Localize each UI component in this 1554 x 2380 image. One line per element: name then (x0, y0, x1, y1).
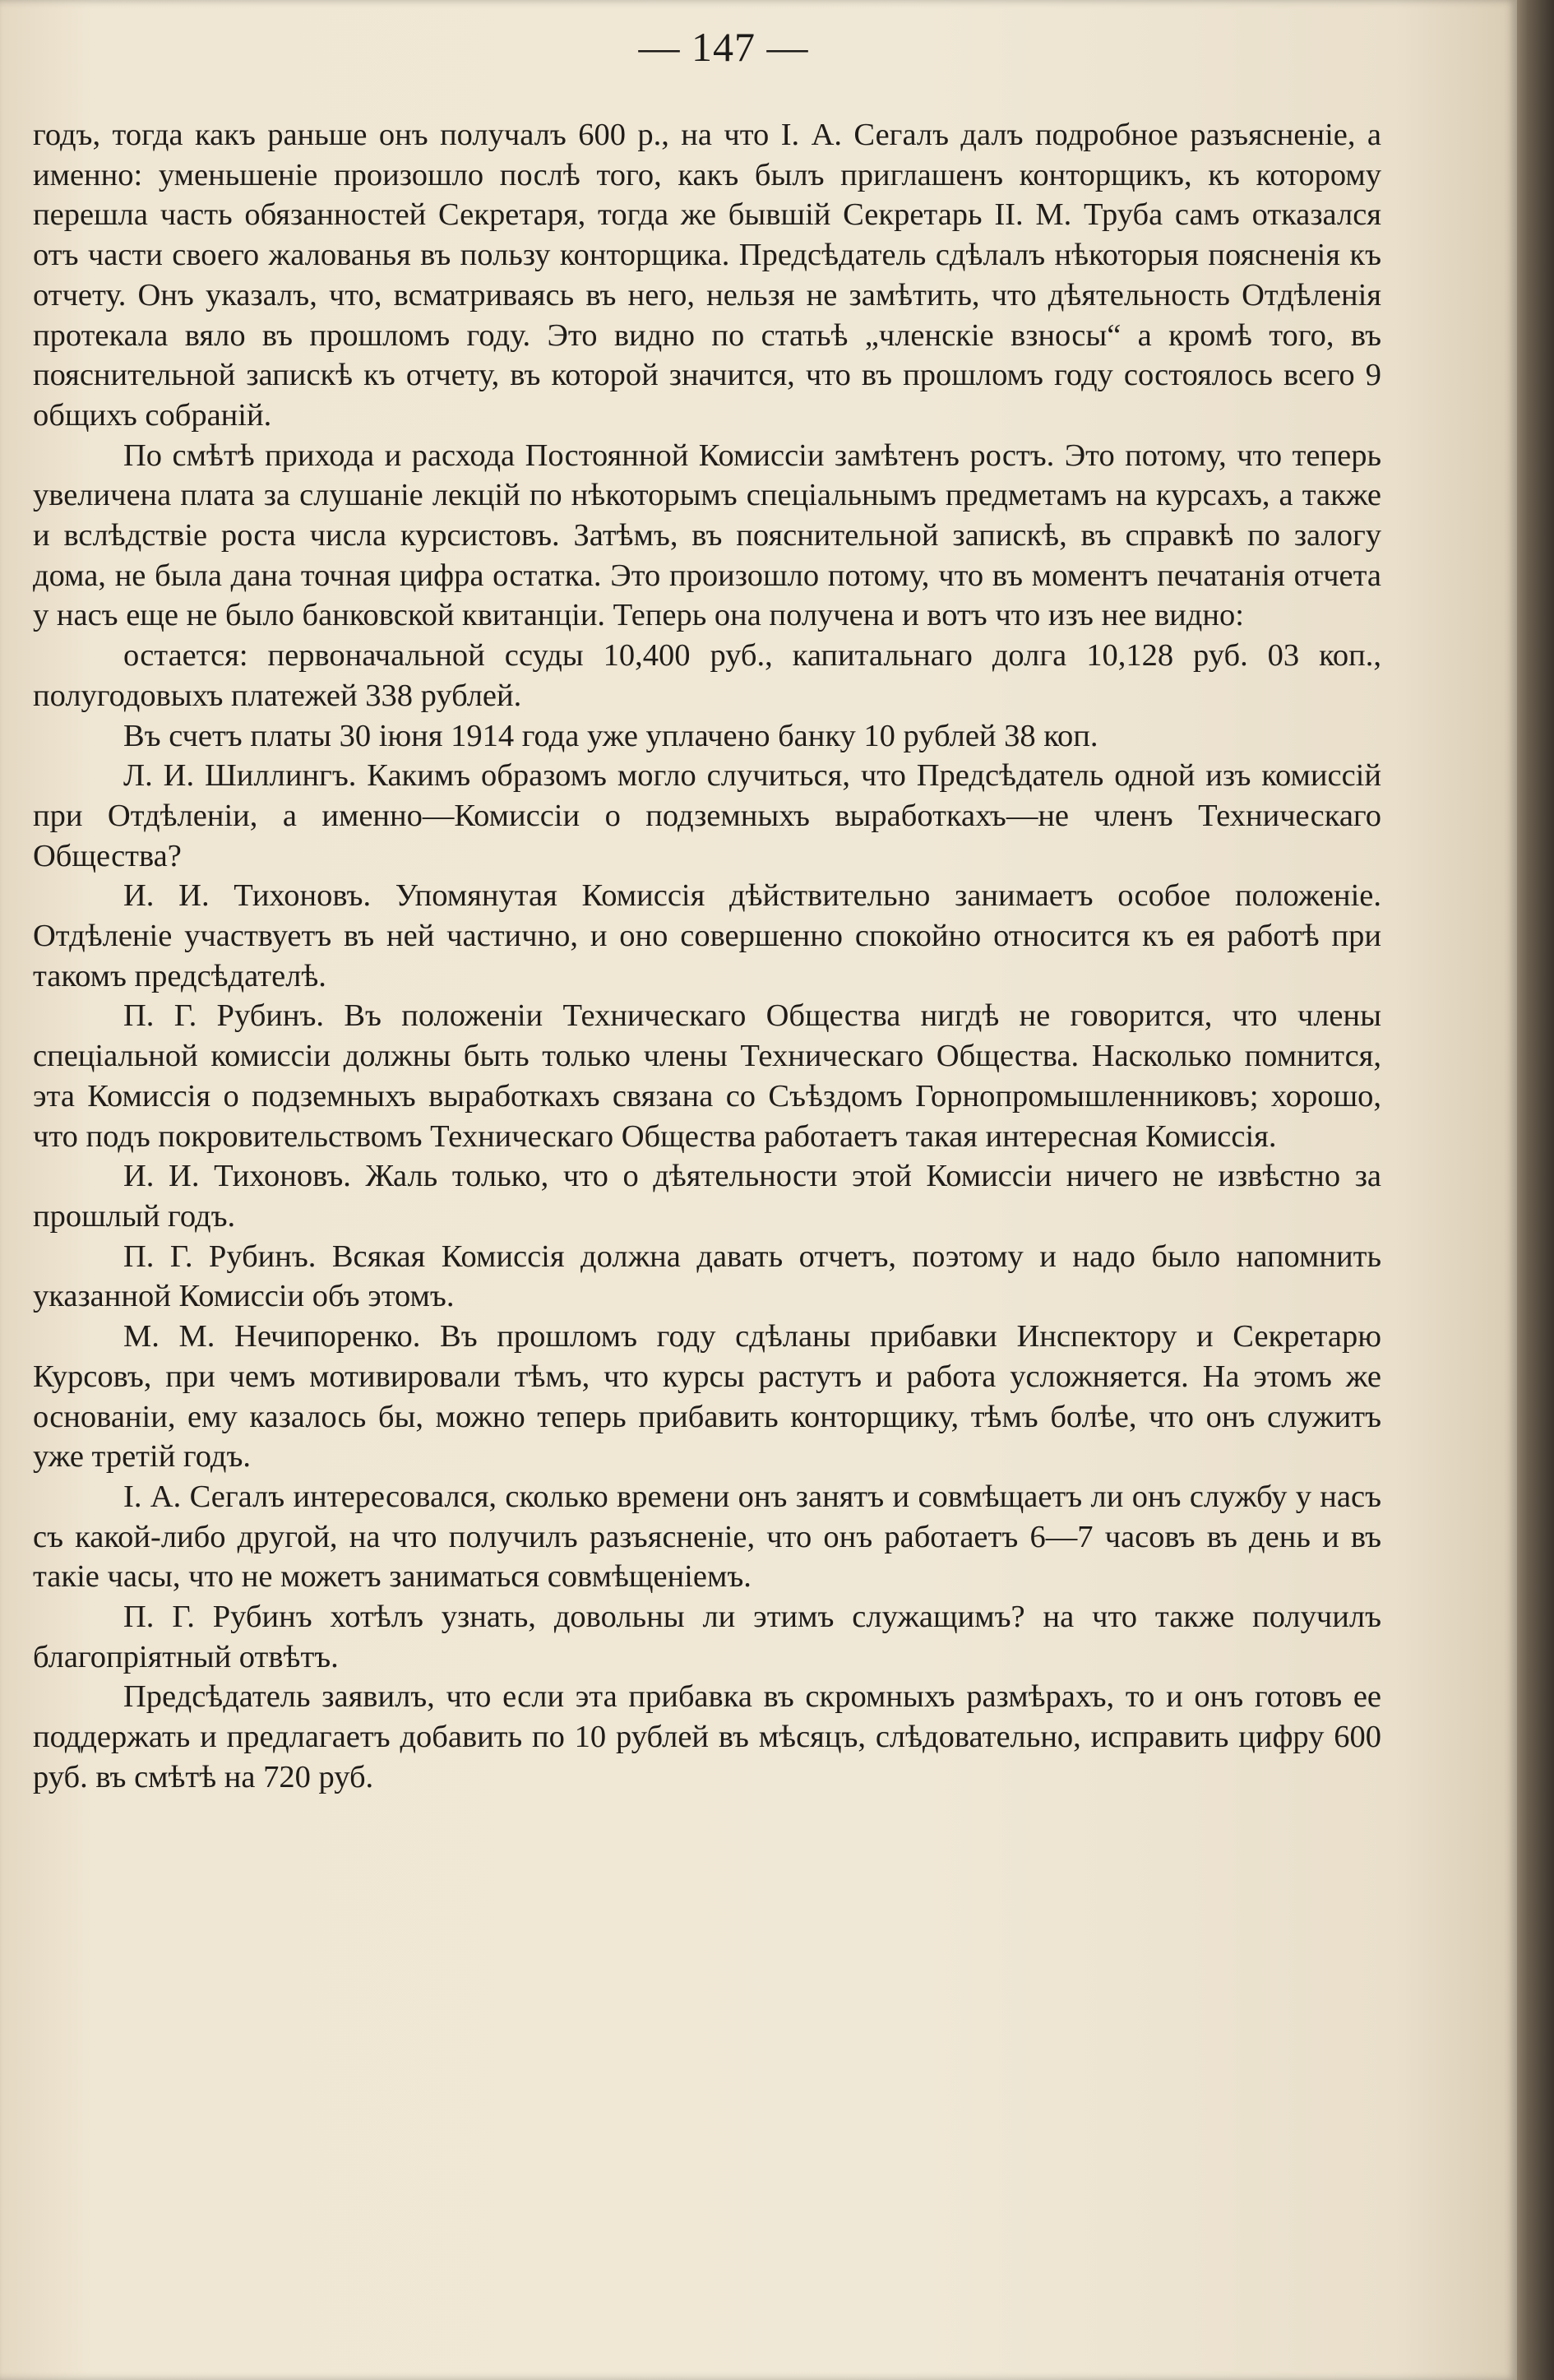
paragraph-rubin-3: П. Г. Рубинъ хотѣлъ узнать, довольны ли этимъ служащимъ? на что также получилъ благопріятный отвѣтъ. (33, 1600, 1381, 1674)
paragraph-continuation: годъ, тогда какъ раньше онъ получалъ 600 р., на что I. А. Сегалъ далъ подробное разъясненіе, а именно: уменьшеніе произошло послѣ того, какъ былъ приглашенъ конторщикъ, къ которому перешла часть обязанностей Секретаря, тогда же бывшій Секретарь II. М. Труба самъ отказался отъ части своего жалованья въ пользу конторщика. Предсѣдатель сдѣлалъ нѣкоторыя поясненія къ отчету. Онъ указалъ, что, всматриваясь въ него, нельзя не замѣтить, что дѣятельность Отдѣленія протекала вяло въ прошломъ году. Это видно по статьѣ „членскіе взносы“ а кромѣ того, въ пояснительной запискѣ къ отчету, въ которой значится, что въ прошломъ году состоялось всего 9 общихъ собраній. (33, 118, 1381, 433)
page-number: — 147 — (638, 24, 809, 70)
paragraph-segal: I. А. Сегалъ интересовался, сколько времени онъ занятъ и совмѣщаетъ ли онъ службу у насъ съ какой-либо другой, на что получилъ разъясненіе, что онъ работаетъ 6—7 часовъ въ день и въ такіе часы, что не можетъ заниматься совмѣщеніемъ. (33, 1479, 1381, 1595)
paragraph-rubin-2: П. Г. Рубинъ. Всякая Комиссія должна давать отчетъ, поэтому и надо было напомнить указанной Комиссіи объ этомъ. (33, 1239, 1381, 1314)
paragraph-balance: остается: первоначальной ссуды 10,400 руб., капитальнаго долга 10,128 руб. 03 коп., полугодовыхъ платежей 338 рублей. (33, 638, 1381, 713)
paragraph-estimate: По смѣтѣ прихода и расхода Постоянной Комиссіи замѣтенъ ростъ. Это потому, что теперь увеличена плата за слушаніе лекцій по нѣкоторымъ спеціальнымъ предметамъ на курсахъ, а также и вслѣдствіе роста числа курсистовъ. Затѣмъ, въ пояснительной запискѣ, въ справкѣ по залогу дома, не была дана точная цифра остатка. Это произошло потому, что въ моментъ печатанія отчета у насъ еще не было банковской квитанціи. Теперь она получена и вотъ что изъ нее видно: (33, 438, 1381, 633)
paragraph-schilling: Л. И. Шиллингъ. Какимъ образомъ могло случиться, что Предсѣдатель одной изъ комиссій при Отдѣленіи, а именно—Комиссіи о подземныхъ выработкахъ—не членъ Техническаго Общества? (33, 758, 1381, 873)
paragraph-rubin-1: П. Г. Рубинъ. Въ положеніи Техническаго Общества нигдѣ не говорится, что члены спеціальной комиссіи должны быть только члены Техническаго Общества. Насколько помнится, эта Комиссія о подземныхъ выработкахъ связана со Съѣздомъ Горнопромышленниковъ; хорошо, что подъ покровительствомъ Техническаго Общества работаетъ такая интересная Комиссія. (33, 998, 1381, 1154)
paragraph-chairman: Предсѣдатель заявилъ, что если эта прибавка въ скромныхъ размѣрахъ, то и онъ готовъ ее поддержать и предлагаетъ добавить по 10 рублей въ мѣсяцъ, слѣдовательно, исправить цифру 600 руб. въ смѣтѣ на 720 руб. (33, 1679, 1381, 1794)
book-gutter-edge (1517, 0, 1554, 2380)
paragraph-tikhonov-1: И. И. Тихоновъ. Упомянутая Комиссія дѣйствительно занимаетъ особое положеніе. Отдѣленіе участвуетъ въ ней частично, и оно совершенно спокойно относится къ ея работѣ при такомъ предсѣдателѣ. (33, 878, 1381, 993)
paragraph-tikhonov-2: И. И. Тихоновъ. Жаль только, что о дѣятельности этой Комиссіи ничего не извѣстно за прошлый годъ. (33, 1159, 1381, 1234)
paragraph-nechiporenko: М. М. Нечипоренко. Въ прошломъ году сдѣланы прибавки Инспектору и Секретарю Курсовъ, при чемъ мотивировали тѣмъ, что курсы растутъ и работа усложняется. На этомъ же основаніи, ему казалось бы, можно теперь прибавить конторщику, тѣмъ болѣе, что онъ служитъ уже третій годъ. (33, 1319, 1381, 1475)
page-body-text (33, 115, 1381, 1798)
paragraph-payment: Въ счетъ платы 30 іюня 1914 года уже уплачено банку 10 рублей 38 коп. (123, 718, 1098, 753)
